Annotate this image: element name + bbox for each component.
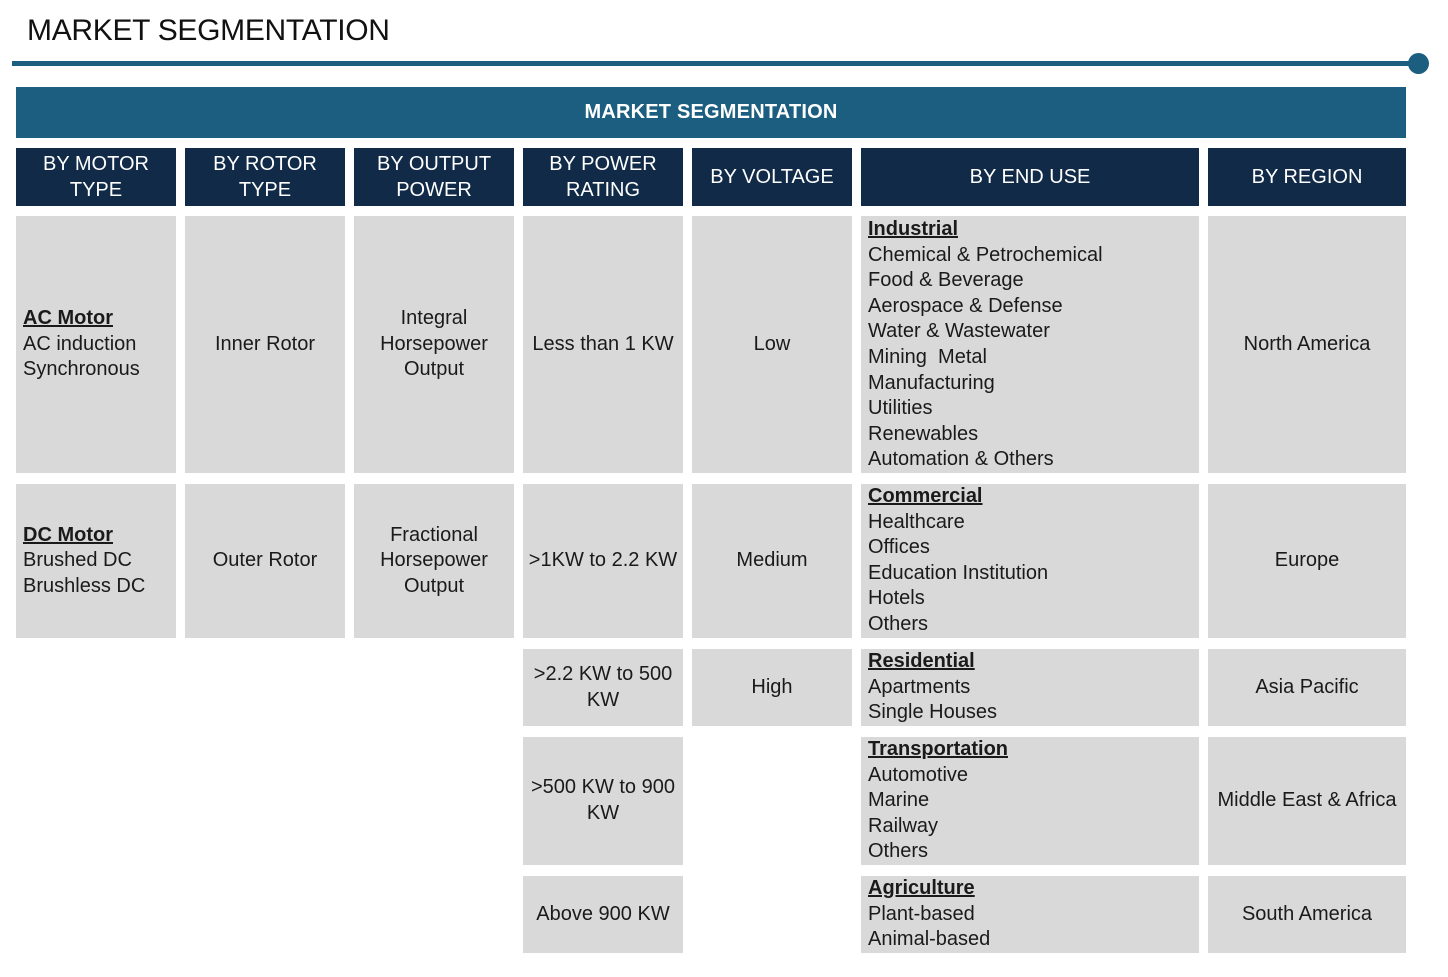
segment-item: Marine [868,789,930,812]
end-use-commercial-cell [861,484,1199,638]
segment-item: Food & Beverage [868,269,1024,292]
segment-item: Aerospace & Defense [868,294,1063,317]
segment-item: Brushed DC [23,549,132,572]
cell-line: >1KW to 2.2 KW [528,549,678,572]
segment-item: Water & Wastewater [868,320,1050,343]
cell-line: >2.2 KW to 500 [533,662,673,685]
end-use-residential-cell [861,649,1199,726]
cell-line: Above 900 KW [536,902,670,925]
power-rating-cell [523,737,683,865]
segment-item: Renewables [868,422,979,445]
cell-line: Horsepower [380,549,488,572]
header-line: POWER [396,179,472,201]
cell-line: Less than 1 KW [532,332,674,355]
cell-line: Integral [400,307,468,330]
segment-item: Others [868,840,929,863]
region-middle-east-africa-cell: Middle East & Africa [1208,737,1406,865]
segment-item: Others [868,612,929,635]
output-power-integral-cell [354,216,514,473]
segment-title: Agriculture [868,877,975,900]
cell-line: Fractional [390,523,478,546]
voltage-low-cell: Low [692,216,852,473]
segment-item: Chemical & Petrochemical [868,243,1103,266]
end-use-industrial-cell [861,216,1199,473]
header-end-use: BY END USE [861,148,1199,206]
end-use-transportation-cell [861,737,1199,865]
power-rating-cell [523,649,683,726]
segment-item: Hotels [868,587,925,610]
title-rule-end-dot [1408,53,1429,74]
power-rating-cell [523,216,683,473]
segment-item: Brushless DC [23,574,146,597]
motor-type-ac-cell [16,216,176,473]
header-line: TYPE [69,179,123,201]
voltage-medium-cell: Medium [692,484,852,638]
cell-line: Horsepower [380,332,488,355]
end-use-agriculture-cell [861,876,1199,953]
segmentation-banner: MARKET SEGMENTATION [16,87,1406,138]
segment-item: Animal-based [868,928,991,951]
segment-item: AC induction [23,332,137,355]
power-rating-cell [523,484,683,638]
header-power-rating [523,148,683,206]
header-motor-type [16,148,176,206]
voltage-high-cell: High [692,649,852,726]
region-europe-cell: Europe [1208,484,1406,638]
segment-item: Automation & Others [868,448,1054,471]
power-rating-cell [523,876,683,953]
segment-item: Manufacturing [868,371,995,394]
segment-item: Railway [868,814,939,837]
segment-item: Plant-based [868,902,975,925]
header-region: BY REGION [1208,148,1406,206]
segment-item: Automotive [868,763,969,786]
segment-item: Synchronous [23,358,140,381]
segment-item: Utilities [868,397,933,420]
segment-title: Transportation [868,738,1009,761]
cell-line: >500 KW to 900 [531,776,675,799]
header-rotor-type: BY ROTOR TYPE [185,148,345,206]
segment-item: Single Houses [868,701,997,724]
segment-item: Apartments [868,675,971,698]
cell-line: Output [403,358,465,381]
header-line: BY POWER [549,153,657,175]
output-power-fractional-cell [354,484,514,638]
cell-line: KW [586,802,620,824]
header-line: RATING [565,179,641,201]
segment-title: DC Motor [23,523,113,546]
motor-type-dc-cell [16,484,176,638]
segment-item: Offices [868,536,930,559]
segment-title: AC Motor [23,307,113,330]
rotor-type-outer-cell: Outer Rotor [185,484,345,638]
region-asia-pacific-cell: Asia Pacific [1208,649,1406,726]
region-north-america-cell: North America [1208,216,1406,473]
cell-line: Output [403,574,465,597]
header-voltage: BY VOLTAGE [692,148,852,206]
header-line: BY MOTOR [43,153,149,175]
rotor-type-inner-cell: Inner Rotor [185,216,345,473]
header-output-power [354,148,514,206]
segment-item: Mining Metal [868,345,987,368]
header-line: BY OUTPUT [376,153,492,175]
region-south-america-cell: South America [1208,876,1406,953]
segment-item: Healthcare [868,510,965,533]
segment-item: Education Institution [868,561,1049,584]
segment-title: Commercial [868,485,983,507]
segment-title: Industrial [868,218,959,240]
segment-title: Residential [868,650,975,673]
title-underline [12,61,1418,66]
cell-line: KW [586,688,620,711]
page-title: MARKET SEGMENTATION [27,14,390,47]
